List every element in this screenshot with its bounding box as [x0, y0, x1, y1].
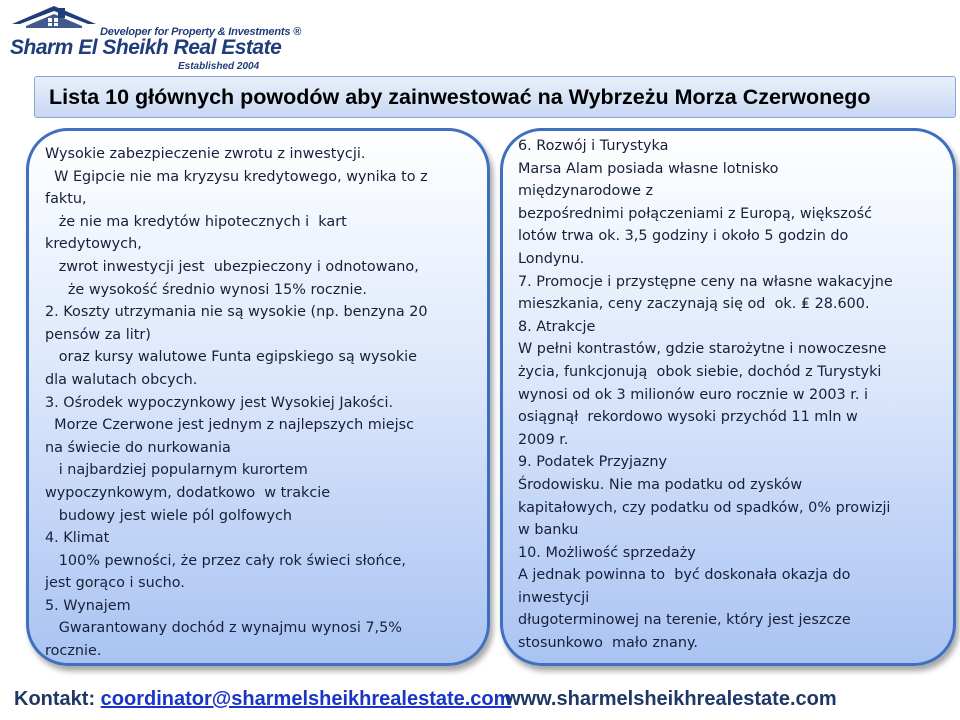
text-line: 100% pewności, że przez cały rok świeci słońce,: [45, 552, 406, 569]
house-roof-icon: [8, 4, 100, 38]
text-line: że wysokość średnio wynosi 15% rocznie.: [45, 281, 367, 298]
text-line: W pełni kontrastów, gdzie starożytne i nowoczesne: [518, 341, 887, 358]
text-line: 7. Promocje i przystępne ceny na własne wakacyjne: [518, 273, 893, 290]
text-line: osiągnął rekordowo wysoki przychód 11 mln w: [518, 409, 858, 426]
text-line: międzynarodowe z: [518, 183, 654, 200]
title-banner: [34, 76, 956, 118]
text-line: długoterminowej na terenie, który jest jeszcze: [518, 612, 851, 629]
text-line: Morze Czerwone jest jednym z najlepszych miejsc: [45, 417, 415, 434]
text-line: A jednak powinna to być doskonała okazja do: [518, 567, 851, 584]
text-line: kapitałowych, czy podatku od spadków, 0% prowizji: [518, 499, 891, 516]
company-logo: [8, 4, 302, 74]
text-line: kredytowych,: [45, 236, 142, 253]
footer-contact: [14, 688, 511, 711]
text-line: rocznie.: [45, 643, 102, 660]
reasons-list-right: [518, 135, 943, 655]
text-line: wynosi od ok 3 milionów euro rocznie w 2003 r. i: [518, 386, 868, 403]
text-line: 2009 r.: [518, 431, 569, 448]
text-line: że nie ma kredytów hipotecznych i kart: [45, 213, 347, 230]
contact-label: Kontakt:: [14, 688, 101, 710]
text-line: faktu,: [45, 191, 87, 208]
text-line: Środowisku. Nie ma podatku od zysków: [518, 476, 803, 493]
text-line: lotów trwa ok. 3,5 godziny i około 5 godzin do: [518, 228, 849, 245]
text-line: 2. Koszty utrzymania nie są wysokie (np. benzyna 20: [45, 304, 428, 321]
text-line: 9. Podatek Przyjazny: [518, 454, 668, 471]
text-line: 5. Wynajem: [45, 597, 131, 614]
text-line: i najbardziej popularnym kurortem: [45, 462, 308, 479]
logo-company-name: Sharm El Sheikh Real Estate: [10, 36, 282, 59]
logo-established: Established 2004: [178, 61, 260, 72]
reasons-list-left: [45, 143, 477, 663]
text-line: 3. Ośrodek wypoczynkowy jest Wysokiej Jakości.: [45, 394, 394, 411]
text-line: Londynu.: [518, 250, 585, 267]
text-line: W Egipcie nie ma kryzysu kredytowego, wynika to z: [45, 168, 428, 185]
text-line: Wysokie zabezpieczenie zwrotu z inwestycji.: [45, 146, 366, 162]
logo-tagline: Developer for Property & Investments ®: [100, 26, 302, 38]
text-line: jest gorąco i sucho.: [45, 575, 185, 592]
text-line: oraz kursy walutowe Funta egipskiego są wysokie: [45, 349, 418, 366]
text-line: w banku: [518, 522, 579, 539]
text-line: Gwarantowany dochód z wynajmu wynosi 7,5%: [45, 620, 402, 637]
text-line: 6. Rozwój i Turystyka: [518, 138, 669, 154]
reasons-panel-left: [26, 128, 490, 666]
text-line: 10. Możliwość sprzedaży: [518, 544, 696, 561]
text-line: dla walutach obcych.: [45, 371, 198, 388]
text-line: 8. Atrakcje: [518, 318, 596, 335]
text-line: stosunkowo mało znany.: [518, 635, 698, 652]
website-link[interactable]: www.sharmelsheikhrealestate.com: [505, 688, 837, 710]
text-line: zwrot inwestycji jest ubezpieczony i odnotowano,: [45, 258, 419, 275]
text-line: 4. Klimat: [45, 530, 110, 547]
text-line: życia, funkcjonują obok siebie, dochód z Turystyki: [518, 363, 882, 380]
text-line: bezpośrednimi połączeniami z Europą, większość: [518, 205, 873, 222]
text-line: wypoczynkowym, dodatkowo w trakcie: [45, 484, 331, 501]
text-line: pensów za litr): [45, 326, 151, 343]
page-title: Lista 10 głównych powodów aby zainwestować na Wybrzeżu Morza Czerwonego: [49, 85, 871, 109]
text-line: budowy jest wiele pól golfowych: [45, 507, 293, 524]
reasons-panel-right: [500, 128, 956, 666]
text-line: Marsa Alam posiada własne lotnisko: [518, 160, 779, 177]
text-line: mieszkania, ceny zaczynają się od ok. ₤ 28.600.: [518, 296, 870, 313]
contact-email-link[interactable]: coordinator@sharmelsheikhrealestate.com: [100, 688, 512, 710]
text-line: na świecie do nurkowania: [45, 439, 231, 456]
contact-footer: [0, 680, 960, 720]
text-line: inwestycji: [518, 589, 590, 606]
